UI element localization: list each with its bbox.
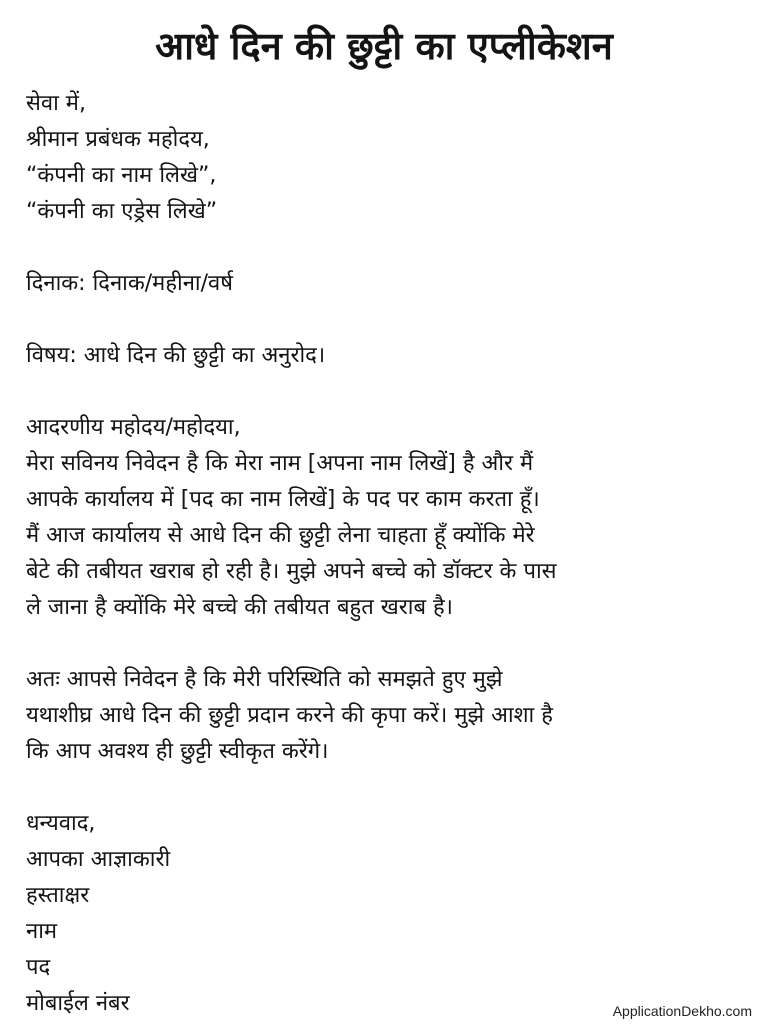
subject-line: विषय: आधे दिन की छुट्टी का अनुरोद। [26,343,326,368]
closing-signature: हस्ताक्षर [26,883,90,908]
address-line: “कंपनी का एड्रेस लिखे” [26,199,218,224]
closing-thanks: धन्यवाद, [26,811,96,836]
paragraph-line: बेटे की तबीयत खराब हो रही है। मुझे अपने बच्चे को डॉक्टर के पास [26,559,557,584]
closing-mobile: मोबाईल नंबर [26,991,130,1016]
paragraph-line: यथाशीघ्र आधे दिन की छुट्टी प्रदान करने की कृपा करें। मुझे आशा है [26,703,553,728]
paragraph-line: मेरा सविनय निवेदन है कि मेरा नाम [अपना नाम लिखें] है और मैं [26,451,534,476]
subject-section [26,338,750,374]
paragraph-line: आपके कार्यालय में [पद का नाम लिखें] के पद पर काम करता हूँ। [26,487,540,512]
address-line: “कंपनी का नाम लिखे”, [26,163,217,188]
address-line: श्रीमान प्रबंधक महोदय, [26,127,210,152]
closing-name: नाम [26,919,58,944]
page-title: आधे दिन की छुट्टी का एप्लीकेशन [155,24,613,68]
recipient-address [26,86,750,230]
paragraph-line: ले जाना है क्योंकि मेरे बच्चे की तबीयत बहुत खराब है। [26,595,454,620]
date-line: दिनाक: दिनाक/महीना/वर्ष [26,271,233,296]
paragraph-line: मैं आज कार्यालय से आधे दिन की छुट्टी लेना चाहता हूँ क्योंकि मेरे [26,523,535,548]
closing-post: पद [26,955,51,980]
brand-watermark: ApplicationDekho.com [612,1003,752,1019]
letter-body-paragraph-1 [26,410,750,626]
closing-obedient: आपका आज्ञाकारी [26,847,171,872]
paragraph-line: कि आप अवश्य ही छुट्टी स्वीकृत करेंगे। [26,739,329,764]
paragraph-line: अतः आपसे निवेदन है कि मेरी परिस्थिति को समझते हुए मुझे [26,667,503,692]
closing-block [26,806,750,1022]
address-line: सेवा में, [26,91,86,116]
letter-body-paragraph-2 [26,662,750,770]
salutation: आदरणीय महोदय/महोदया, [26,415,241,440]
date-section [26,266,750,302]
